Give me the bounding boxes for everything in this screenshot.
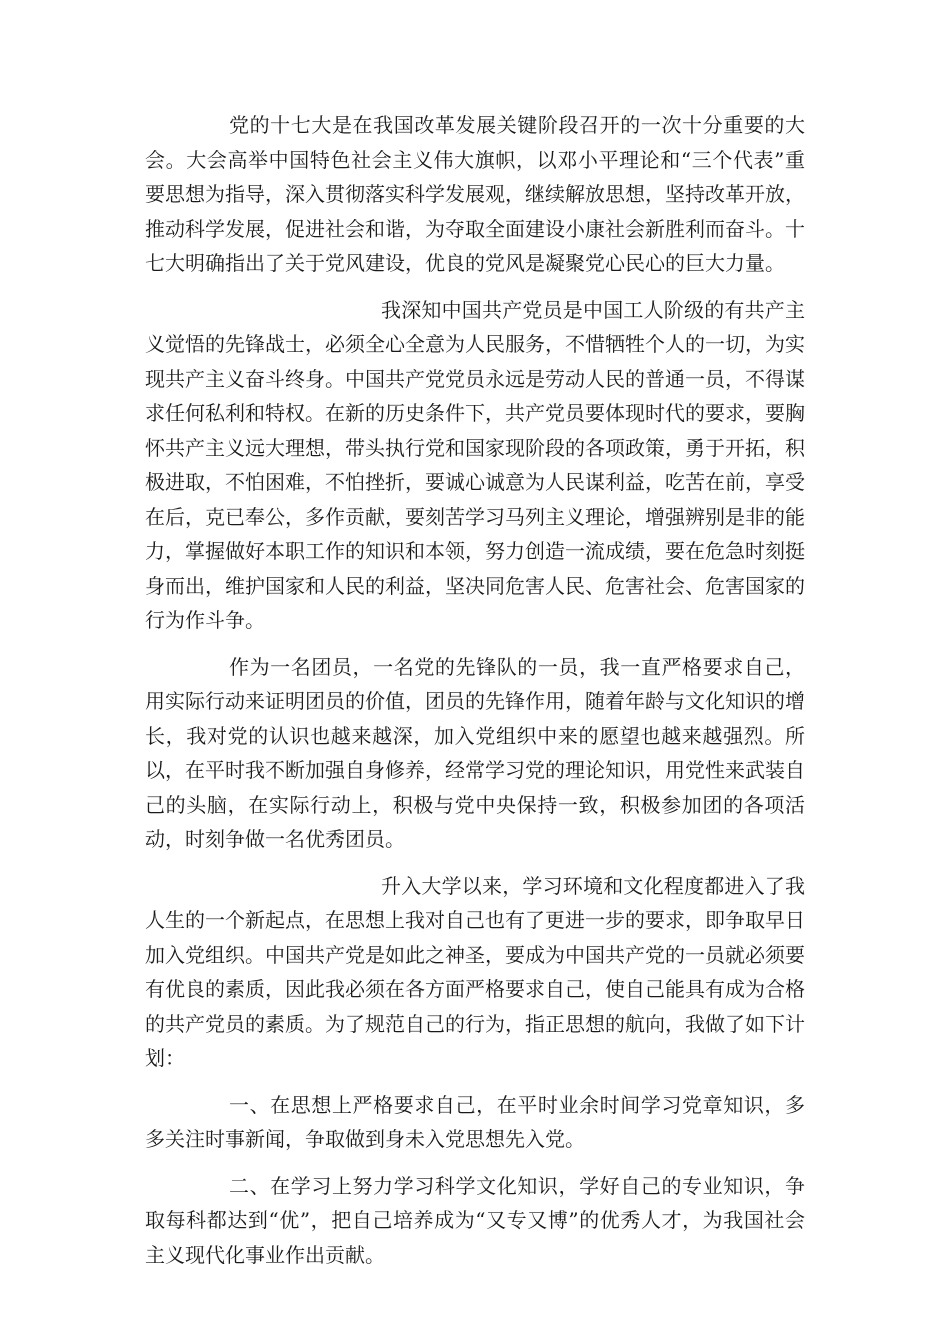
paragraph-3: 作为一名团员，一名党的先锋队的一员，我一直严格要求自己，用实际行动来证明团员的价值，团员的先锋作用，随着年龄与文化知识的增长，我对党的认识也越来越深，加入党组织中来的愿望也越来越强烈。所以，在平时我不断加强自身修养，经常学习党的理论知识，用党性来武装自己的头脑，在实际行动上，积极与党中央保持一致，积极参加团的各项活动，时刻争做一名优秀团员。 [145, 654, 805, 851]
paragraph-6: 二、在学习上努力学习科学文化知识，学好自己的专业知识，争取每科都达到“优”，把自己培养成为“又专又博”的优秀人才，为我国社会主义现代化事业作出贡献。 [145, 1173, 805, 1267]
paragraph-5: 一、在思想上严格要求自己，在平时业余时间学习党章知识，多多关注时事新闻，争取做到身未入党思想先入党。 [145, 1092, 805, 1151]
paragraph-1: 党的十七大是在我国改革发展关键阶段召开的一次十分重要的大会。大会高举中国特色社会主义伟大旗帜，以邓小平理论和“三个代表”重要思想为指导，深入贯彻落实科学发展观，继续解放思想，坚持改革开放，推动科学发展，促进社会和谐，为夺取全面建设小康社会新胜利而奋斗。十七大明确指出了关于党风建设，优良的党风是凝聚党心民心的巨大力量。 [145, 113, 805, 275]
paragraph-2: 我深知中国共产党员是中国工人阶级的有共产主义觉悟的先锋战士，必须全心全意为人民服务，不惜牺牲个人的一切，为实现共产主义奋斗终身。中国共产党党员永远是劳动人民的普通一员，不得谋求任何私利和特权。在新的历史条件下，共产党员要体现时代的要求，要胸怀共产主义远大理想，带头执行党和国家现阶段的各项政策，勇于开拓，积极进取，不怕困难，不怕挫折，要诚心诚意为人民谋利益，吃苦在前，享受在后，克已奉公，多作贡献，要刻苦学习马列主义理论，增强辨别是非的能力，掌握做好本职工作的知识和本领，努力创造一流成绩，要在危急时刻挺身而出，维护国家和人民的利益，坚决同危害人民、危害社会、危害国家的行为作斗争。 [145, 297, 805, 632]
document-body [145, 108, 805, 1284]
paragraph-4: 升入大学以来，学习环境和文化程度都进入了我人生的一个新起点，在思想上我对自己也有了更进一步的要求，即争取早日加入党组织。中国共产党是如此之神圣，要成为中国共产党的一员就必须要有优良的素质，因此我必须在各方面严格要求自己，使自己能具有成为合格的共产党员的素质。为了规范自己的行为，指正思想的航向，我做了如下计划： [145, 873, 805, 1070]
